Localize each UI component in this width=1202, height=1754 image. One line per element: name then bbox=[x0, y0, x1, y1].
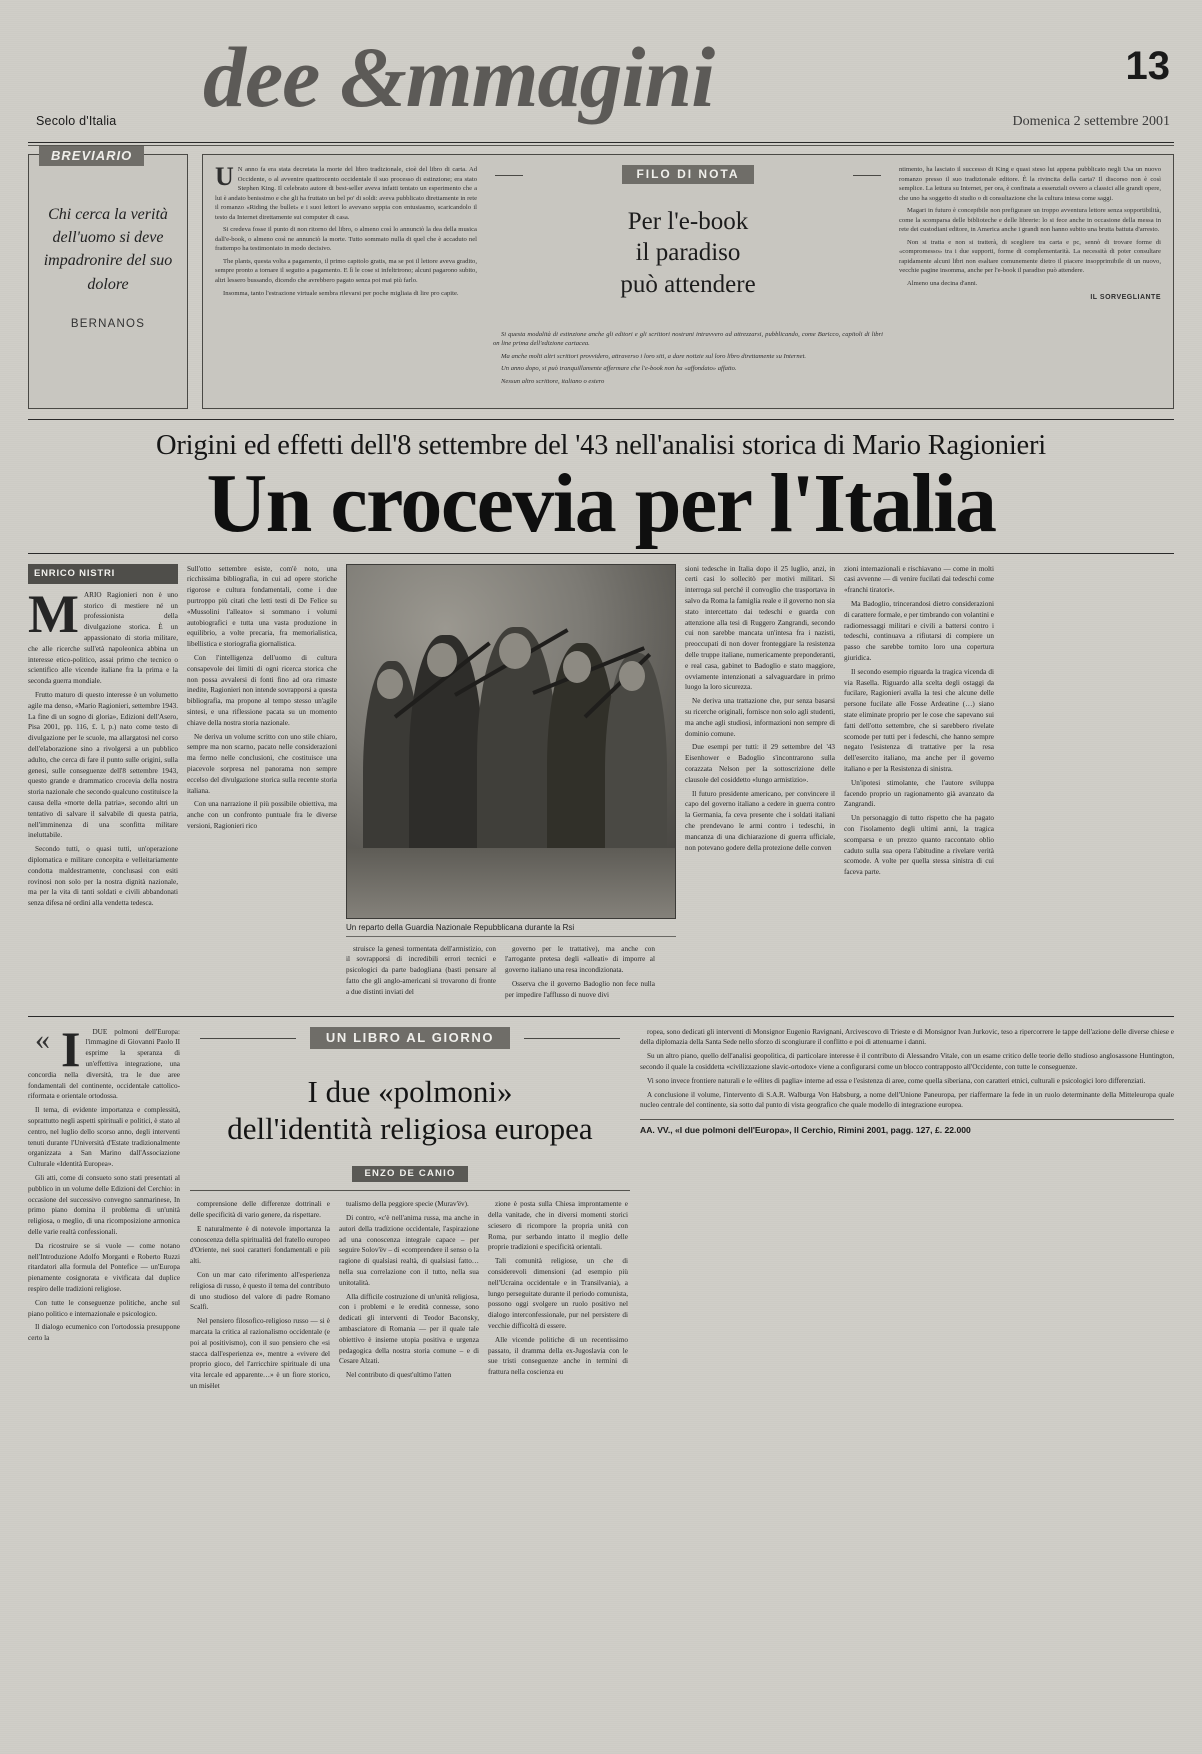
paper-name: Secolo d'Italia bbox=[36, 114, 117, 128]
article-c5-p3: Due esempi per tutti: il 29 settembre del '43 Eisenhower e Badoglio s'incontrarono sulla corazzata Nelson per la sottoscrizione delle clausole del cosiddetto «lungo armistizio». bbox=[685, 743, 835, 784]
libro-q-p5: Con tutte le conseguenze politiche, anche sul piano politico e internazionale e psicologico. bbox=[28, 1298, 180, 1318]
filo-right-column bbox=[899, 165, 1161, 400]
filo-subtext bbox=[489, 330, 887, 387]
libro-c3-p2: Tali comunità religiose, un che di considerevoli dimensioni (ad esempio più nell'Ucraina occidentale e in Transilvania), a lungo perseguitate durante il periodo comunista, possono oggi svolgere un ruolo positivo nel dialogo interconfessionale, pur nel persistere di vecchie difficoltà di essere. bbox=[488, 1257, 628, 1330]
article-c6-p1: zioni internazionali e rischiavano — come in molti casi avvenne — di venire fucilati dai tedeschi come «franchi tiratori». bbox=[844, 564, 994, 595]
filo-right-p3: Non si tratta e non si tratterà, di scegliere tra carta e pc, sennò di trovare forme di «compromesso» tra i due supporti, forme di complementarità. La necessità di poter consultare rapidamente alcuni libri non esaltare comunemente dietro il piacere insopprimibile di un nuovo, vecchie pagine insomma, anche per l'e-book il paradiso può attendere. bbox=[899, 238, 1161, 275]
top-band bbox=[28, 148, 1174, 409]
photo-ground bbox=[347, 848, 675, 918]
article-column-5 bbox=[685, 564, 835, 1004]
guillemet-icon: « bbox=[35, 1022, 50, 1056]
libro-title bbox=[190, 1073, 630, 1149]
libro-c2-p1: tualismo della peggiore specie (Murav'ëv). bbox=[346, 1200, 469, 1209]
libro-right-column bbox=[640, 1027, 1174, 1395]
filo-left-p2: Si credeva fosse il punto di non ritorno del libro, o almeno così lo annunciò la dea della musica dall'e-book, o almeno così ne annunciò la morte. Tutto sommato nulla di quel che è accaduto nel frattempo ha testimoniato in modo decisivo. bbox=[215, 226, 477, 253]
filo-right-p1: ntimento, ha lasciato il successo di King e quasi steso lui appena pubblicato negli Usa un nuovo romanzo presso il suo tradizionale editore. È la rivincita della carta? Il discorso non è così semplice. La lettura su Internet, per ora, è confinata a essenziali ovvero a classici alle grandi opere, che uno ha soggetto di studio o di consultazione che la cultura intesa come saggi. bbox=[899, 166, 1161, 202]
article-c2-p3: Ne deriva un volume scritto con uno stile chiaro, sempre ma non scarno, pacato nelle considerazioni ma fermo nelle conclusioni, che costituisce una piacevole sorpresa nel panorama non sempre eccelso del divulgazione storica sulla recente storia italiana. bbox=[187, 732, 337, 795]
article-title: Un crocevia per l'Italia bbox=[206, 457, 996, 550]
article-c2-p2: Con l'intelligenza dell'uomo di cultura consapevole dei limiti di ogni ricerca storica che non possa avvalersi di fonti fino ad ora rimaste inedite, Ragionieri non intende sovrapporsi a questa bibliografia, ma propone al tempo stesso un'agile sintesi, e una riflessione pacata su un momento chiave della nostra storia nazionale. bbox=[187, 654, 337, 727]
article-c1-p1: ARIO Ragionieri non è uno storico di mestiere né un professionista della divulgazione storica. È un appassionato di storia militare, che alle ricerche sull'età napoleonica abbina un interesse etico-politico, assai primo che tecnico o scientifico alle vicende italiane fra la prima e la seconda guerra mondiale. bbox=[28, 590, 178, 686]
article-c6-p4: Un'ipotesi stimolante, che l'autore sviluppa facendo proprio un ragionamento già avanzato da Zangrandi. bbox=[844, 778, 994, 809]
article-c2-p1: Sull'otto settembre esiste, com'è noto, una ricchissima bibliografia, in cui ad opere storiche rigorose e cultura fondamentali, come i due purtroppo più citati che letti testi di De Felice su «Mussolini l'alleato» si sommano i volumi autobiografici e tutta una vasta produzione in equilibrio, a volte precaria, fra memorialistica, libellistica e storiografia giornalistica. bbox=[187, 564, 337, 649]
libro-c1-p4: Nel pensiero filosofico-religioso russo — si è marcata la critica al razionalismo occidentale (e poi al positivismo), con il suo pensiero che «si stacca dall'esperienza e», mentre a «vivere del proprio gioco, del l'arricchire spirituale di una vita lercale ed apparente…» è un fiore storico, un misèlet bbox=[190, 1317, 330, 1390]
libro-q-p2: Il tema, di evidente importanza e complessità, soprattutto negli aspetti spirituali e politici, è stato al centro, nel luglio dello scorso anno, degli interventi tenuti durante l'Università d'Estate tradizionalmente organizzata a San Marino dall'Associazione Culturale «Identità Europea». bbox=[28, 1106, 180, 1169]
article-c5-p4: Il futuro presidente americano, per convincere il capo del governo italiano a cedere in guerra contro la Germania, fa ceva presente che i soldati italiani che prendevano le armi contro i tedeschi, in mancanza di una dichiarazione di guerra ufficiale, non potevano godere della protezione delle conven bbox=[685, 789, 835, 852]
breviario-tag: BREVIARIO bbox=[39, 146, 144, 166]
title-rule bbox=[28, 553, 1174, 554]
photo-caption: Un reparto della Guardia Nazionale Repubblicana durante la Rsi bbox=[346, 923, 676, 937]
filo-left-p4: Insomma, tanto l'estrazione virtuale sembra rilevarsi per poche migliaia di lire pro capite. bbox=[223, 289, 459, 297]
filo-headline bbox=[489, 206, 887, 300]
libro-c1-p3: Con un mar cato riferimento all'esperienza religiosa di russo, è questo il tema del contributo di uno studioso del valore di padre Romano Scalfi. bbox=[190, 1271, 330, 1312]
article-column-2 bbox=[187, 564, 337, 1004]
photo-head bbox=[563, 651, 591, 683]
filo-sub-p2: Ma anche molti altri scrittori provvidero, attraverso i loro siti, a dare notizie sul loro libro direttamente su Internet. bbox=[501, 352, 807, 360]
filo-sub-p1: Si questa modalità di estinzione anche gli editori e gli scrittori nostrani intravvero ad attrezzarsi, pubblicando, come Baricco, capitoli di libri on line prima dell'edizione cartacea. bbox=[493, 330, 883, 348]
filo-tag: FILO DI NOTA bbox=[622, 165, 753, 184]
libro-column-3 bbox=[488, 1199, 628, 1395]
article-c4-p1: governo per le trattative), ma anche con l'arrogante pretesa degli «alleati» di imporre al governo italiano una resa incondizionata. bbox=[505, 944, 655, 975]
filo-sub-p3: Un anno dopo, si può tranquillamente affermare che l'e-book non ha «affondato» affatto. bbox=[501, 365, 737, 373]
article-kicker: Origini ed effetti dell'8 settembre del '43 nell'analisi storica di Mario Ragionieri bbox=[28, 419, 1174, 462]
photo-head bbox=[377, 669, 403, 699]
article-column-6 bbox=[844, 564, 994, 1004]
libro-left-quote bbox=[28, 1020, 180, 1344]
breviario-quote: Chi cerca la verità dell'uomo si deve impadronire del suo dolore bbox=[43, 206, 173, 293]
masthead-rule bbox=[28, 142, 1174, 143]
masthead bbox=[28, 22, 1174, 140]
article-c2-p4: Con una narrazione il più possibile obiettiva, ma anche con un confronto puntuale fra le diverse versioni, Ragionieri rico bbox=[187, 800, 337, 830]
filo-headline-line1: Per l'e-book bbox=[627, 208, 749, 235]
article-c3-p1: struisce la genesi tormentata dell'armistizio, con il sovrapporsi di incredibili errori tecnici e psicologici da parte badogliana (basti pensare al fatto che gli anglo-americani si trovarono di fronte a due distinti inviati del bbox=[346, 944, 496, 996]
filo-signature: IL SORVEGLIANTE bbox=[1090, 293, 1161, 301]
article-photo bbox=[346, 564, 676, 919]
libro-c2-p4: Nel contributo di quest'ultimo l'atten bbox=[346, 1371, 452, 1380]
libro-tag-wrap bbox=[190, 1027, 630, 1049]
article-c6-p5: Un personaggio di tutto rispetto che ha pagato con l'isolamento degli ultimi anni, la tragica scomparsa e un prezzo quanto raccontato oblio caduto sulla sua opera l'abitudine a rivelare verità scomode. A volte per quella stessa sinistra di cui faceva parte. bbox=[844, 814, 994, 877]
article-c4-p2: Osserva che il governo Badoglio non fece nulla per impedire l'afflusso di nuove divi bbox=[505, 980, 655, 999]
article-c1-p3: Secondo tutti, o quasi tutti, un'operazione diplomatica e militare concepita e velleitariamente condotta maldestramente, conclusasi con esiti rovinosi non solo per la nostra dignità nazionale, ma per la vita di tanti soldati e civili abbandonati senza difesa né ordini alla vendetta tedesca. bbox=[28, 845, 178, 908]
filo-di-nota-box bbox=[202, 154, 1174, 409]
libro-title-line2: dell'identità religiosa europea bbox=[227, 1111, 593, 1147]
libro-al-giorno-block bbox=[190, 1027, 630, 1395]
masthead-rule-thin bbox=[28, 145, 1174, 146]
libro-q-p6: Il dialogo ecumenico con l'ortodossia presuppone certo la bbox=[28, 1323, 180, 1343]
filo-headline-line2: il paradiso bbox=[635, 239, 741, 267]
filo-middle bbox=[477, 165, 899, 400]
libro-columns bbox=[190, 1199, 630, 1395]
bottom-section bbox=[28, 1016, 1174, 1395]
libro-column-2 bbox=[339, 1199, 479, 1395]
breviario-box bbox=[28, 148, 188, 409]
article-c5-p2: Ne deriva una trattazione che, pur senza basarsi su ricerche originali, fornisce non solo agli studenti, ma anche agli studiosi, informazioni non sempre di dominio comune. bbox=[685, 697, 835, 738]
libro-c3-p1: zione è posta sulla Chiesa improntamente e della vanitade, che in diversi momenti storici sciesero di ricompore la propria unità con Roma, pur serbando intatto il meglio delle proprie tradizioni e specificità orientali. bbox=[488, 1200, 628, 1252]
libro-tag: UN LIBRO AL GIORNO bbox=[310, 1027, 510, 1049]
photo-head bbox=[499, 633, 531, 669]
libro-c2-p2: Di contro, «c'è nell'anima russa, ma anche in autori della tradizione occidentale, l'aspirazione ad una conoscenza integrale capace – per seguire Solov'ëv – di «comprendere il senso o la ragione di qualsiasi realtà, di qualsiasi fatto… nella sua correlazione con il tutto, nella sua unitotalità. bbox=[339, 1214, 479, 1287]
libro-c4-text bbox=[640, 1027, 1174, 1112]
article-c6-p2: Ma Badoglio, trincerandosi dietro considerazioni di carattere formale, e per timbrando con volantini e radiomessaggi militari e civili a battersi contro i tedeschi, continuava a rifiutarsi di compiere un passo che sarebbe tornito loro una copertura giuridica. bbox=[844, 600, 994, 662]
libro-rule bbox=[190, 1190, 630, 1191]
libro-q-p1: DUE polmoni dell'Europa: l'immagine di Giovanni Paolo II esprime la speranza di un'effettiva integrazione, una concordia nella diversità, tra le due aree fondamentali del continente, occidentale cattolico-riformata e orientale ortodossa. bbox=[28, 1027, 180, 1101]
photo-head bbox=[427, 643, 457, 677]
filo-left-column bbox=[215, 162, 477, 400]
article-c1-p2: Frutto maturo di questo interesse è un volumetto agile ma denso, «Mario Ragionieri, settembre 1943. La fine di un sogno di gloria», Edizioni dell'Asero, Pisa 2001, pp. 116, £. l, p.) nato come testo di divulgazione per le scuole, ma allargatosi nel corso dell'elaborazione sino a rivolgersi a un pubblico adulto, che cerca di fare il punto sulle origini, sulla genesi, sulle conseguenze dell'8 settembre 1943, questo grande e drammatico crocevia della nostra storia nazionale che secondo qualcuno costituisce la causa della «morte della patria», secondo altri un tentativo di salvare il salvabile di questa patria, nell'imminenza di una sconfitta militare ineluttabile. bbox=[28, 691, 178, 840]
masthead-title-part2: mmagini bbox=[405, 29, 715, 125]
libro-c1-p2: E naturalmente è di notevole importanza la conoscenza della spiritualità del fratello europeo d'Oriente, nei suoi caratteri fondamentali e più alti. bbox=[190, 1224, 330, 1266]
page-number: 13 bbox=[1125, 44, 1170, 88]
libro-c3-p3: Alle vicende politiche di un recentissimo passato, il dramma della ex-Jugoslavia con le sue tristi conseguenze anche in termini di frattura nella coscienza eu bbox=[488, 1335, 628, 1377]
libro-c4-p3: Vi sono invece frontiere naturali e le «élites di paglia» interne ad essa e l'esistenza di aree, come quella siberiana, con caratteri etnici, culturali e psicologici loro differenziati. bbox=[647, 1076, 1146, 1085]
filo-sub-p4: Nessun altro scrittore, italiano o estero bbox=[501, 377, 605, 385]
dropcap-u: U bbox=[215, 162, 234, 191]
libro-author: ENZO DE CANIO bbox=[352, 1166, 467, 1182]
libro-q-p3: Gli atti, come di consueto sono stati presentati al pubblico in un volume delle Edizioni del Cerchio: in occasione del successivo convegno sanmarinese, In primo piano domina il problema di un'unità religiosa, o meglio, di una ricomposizione armonica delle varie realtà confessionali. bbox=[28, 1173, 180, 1236]
libro-c1-p1: comprensione delle differenze dottrinali e delle specificità di vario genere, da rispettare. bbox=[190, 1200, 330, 1220]
libro-c4-p2: Su un altro piano, quello dell'analisi geopolitica, di particolare interesse è il contributo di Alessandro Vitale, con un esame critico delle teorie dello studioso anglosassone Huntington, secondo il quale la cosiddetta «civilizzazione slavic-ortodox» viene a configurarsi come un blocco contrapposto all'Occidente, con tutte le conseguenze. bbox=[640, 1052, 1174, 1071]
libro-c2-p3: Alla difficile costruzione di un'unità religiosa, con i problemi e le eredità connesse, sono dedicati gli interventi di Teodor Baconsky, ambasciatore di Romania — per il quale tale obiettivo è insieme utopia positiva e urgenza pedagogica della nostra storia comune – e di Cesare Alzati. bbox=[339, 1292, 479, 1366]
main-article bbox=[28, 564, 1174, 1004]
libro-column-1 bbox=[190, 1199, 330, 1395]
dropcap-m: M bbox=[28, 583, 79, 644]
dropcap-i: I bbox=[61, 1020, 81, 1077]
filo-right-p4: Almeno una decina d'anni. bbox=[907, 280, 978, 288]
article-c5-p1: sioni tedesche in Italia dopo il 25 luglio, anzi, in certi casi lo sollecitò per motivi militari. Si interroga sul perché il convoglio che trasportava in salvo da Roma la famiglia reale e il governo non sia stato intercettato dai tedeschi e guarda con attenzione alla tesi di Ruggero Zangrandi, secondo cui non sarebbe mancata un'intesa fra i nazisti, preoccupati di non dover fronteggiare la resistenza delle truppe italiane, numericamente preponderanti, e real casa, gabinet to Badoglio e stato maggiore, ovviamente intenzionati a salvaguardare in primo luogo la loro sicurezza. bbox=[685, 564, 835, 692]
libro-q-p4: Da ricostruire se si vuole — come notano nell'Introduzione Adolfo Morganti e Roberto Ruzzi ritardatori alla formula del Pontefice — un'Europa pienamente cosignorata e vivificata dal duplice respiro delle tradizioni religiose. bbox=[28, 1241, 180, 1293]
article-photo-block bbox=[346, 564, 676, 1004]
libro-c4-p4: A conclusione il volume, l'intervento di S.A.R. Walburga Von Habsburg, a nome dell'Unione Paneuropa, per riaffermare la fede in un ruolo determinante della Mitteleuropa quale nucleo centrale del continente, sia sotto dal punto di vista geografico che quale modello di integrazione europea. bbox=[640, 1090, 1174, 1110]
breviario-author: BERNANOS bbox=[70, 317, 146, 330]
filo-tag-wrap bbox=[489, 165, 887, 184]
article-column-3 bbox=[346, 944, 496, 1004]
book-reference: AA. VV., «I due polmoni dell'Europa», Il Cerchio, Rimini 2001, pagg. 127, £. 22.000 bbox=[640, 1119, 1174, 1137]
dateline: Domenica 2 settembre 2001 bbox=[1012, 114, 1170, 129]
masthead-title bbox=[203, 29, 715, 125]
filo-right-p2: Magari in futuro è concepibile non prefigurare un troppo avventura lettore senza sopportibilità, come la scomparsa delle biblioteche e delle librerie: lo si fece anche in occasione della messa in rete dei custodiani editore, in America anche i grandi non hanno subito una brutta battuta d'arresto. bbox=[899, 207, 1161, 234]
filo-headline-line3: può attendere bbox=[620, 270, 756, 298]
article-column-4 bbox=[505, 944, 655, 1004]
libro-c4-p1: ropea, sono dedicati gli interventi di Monsignor Eugenio Ravignani, Arcivescovo di Trieste e di Monsignor Ivan Jurkovic, teso a ripercorrere le tappe dell'azione delle diverse chiese e della diplomazia della Santa Sede nello sforzo di scongiurare il conflitto e poi di attenuarne i danni. bbox=[640, 1027, 1174, 1047]
masthead-title-part1: dee & bbox=[203, 29, 406, 125]
article-column-1 bbox=[28, 564, 178, 1004]
libro-title-line1: I due «polmoni» bbox=[307, 1073, 513, 1109]
libro-left-quote-column bbox=[28, 1020, 180, 1395]
filo-left-p3: The plants, questa volta a pagamento, il primo capitolo gratis, ma se poi il lettore aveva gradito, sempre pronto a tornare il seguito a pagamento. E lì le cose si infeltrirono; alcuni pagarono subito, altri lessero bussando, dicendo che avrebbero pagato senza poi mai più farlo. bbox=[215, 257, 477, 285]
photo-head bbox=[619, 661, 645, 691]
article-byline: ENRICO NISTRI bbox=[28, 564, 178, 584]
article-under-photo-columns bbox=[346, 944, 676, 1004]
filo-left-p1: N anno fa era stata decretata la morte del libro tradizionale, cioè del libro di carta. Ad Occidente, o al avvenire quattrocento occidentale il suo processo di estinzione; era stato Stephen King. Il celebrato autore di best-seller aveva infatti tentato un esperimento che a lui è andato benissimo e che gli ha fruttato un bel po' di soldi: aveva pubblicato direttamente in rete il romanzo «Riding the bullet» e i suoi lettori lo avevano seppia con entusiasmo, scaricandolo il testo da Internet direttamente sui computer di casa. bbox=[215, 166, 477, 221]
article-c6-p3: Il secondo esempio riguarda la tragica vicenda di via Rasella. Riguardo alla scelta degli ostaggi da fucilare, Ragionieri avalla la tesi che alcune delle persone fucilate alle Fosse Ardeatine (…) siano state eliminate proprio per le cose che sapevano sui fatti dell'otto settembre, che si sarebbero rivelate scomode per tutti per i fedeschi, che hanno sempre negato l'esistenza di trattative per la resa dell'esercito italiano, ma anche per il governo italiano e per la Resistenza di sinistra. bbox=[844, 667, 994, 773]
